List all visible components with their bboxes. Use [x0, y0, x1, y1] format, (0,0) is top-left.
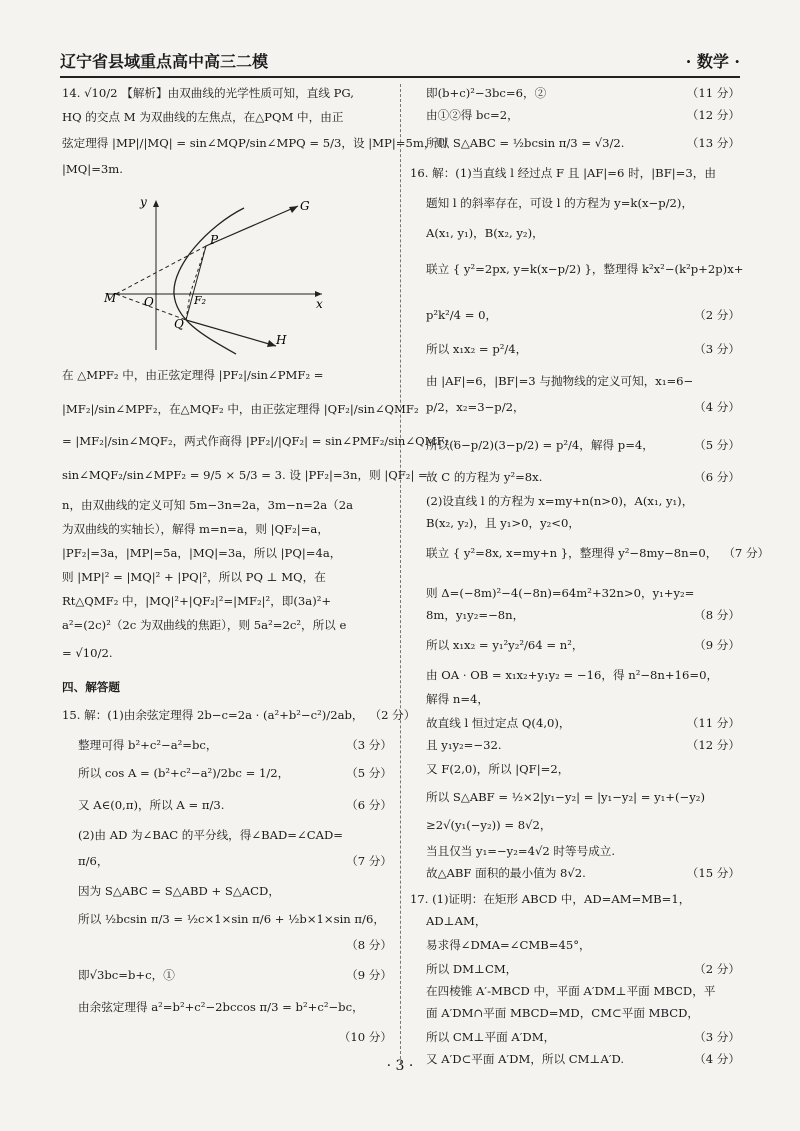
text-line: 所以 x₁x₂ = y₁²y₂²/64 = n²， （9 分） — [426, 638, 740, 652]
text-line: 在四棱锥 A′-MBCD 中，平面 A′DM⊥平面 MBCD，平 — [426, 984, 716, 998]
text-line: 故直线 l 恒过定点 Q(4,0)， （11 分） — [426, 716, 740, 730]
text-line: 由 OA · OB = x₁x₂+y₁y₂ = −16，得 n²−8n+16=0， — [426, 668, 719, 682]
text-line: 即(b+c)²−3bc=6，② （11 分） — [426, 86, 740, 100]
text-line: 由①②得 bc=2， （12 分） — [426, 108, 740, 122]
page-number: · 3 · — [386, 1058, 414, 1074]
text-line: 8m，y₁y₂=−8n， （8 分） — [426, 608, 740, 622]
text-line: 14. √10/2 【解析】由双曲线的光学性质可知，直线 PG, — [62, 86, 354, 100]
text-line: 解得 n=4， — [426, 692, 490, 706]
text-line: 面 A′DM∩平面 MBCD=MD，CM⊂平面 MBCD， — [426, 1006, 699, 1020]
text-line: HQ 的交点 M 为双曲线的左焦点，在△PQM 中，由正 — [62, 110, 344, 124]
text-line: （10 分） — [338, 1030, 392, 1044]
text-line: 又 A′D⊂平面 A′DM，所以 CM⊥A′D. （4 分） — [426, 1052, 740, 1066]
text-line: ≥2√(y₁(−y₂)) = 8√2， — [426, 818, 552, 832]
text-line: 又 F(2,0)，所以 |QF|=2， — [426, 762, 570, 776]
text-line: 即√3bc=b+c，① （9 分） — [78, 968, 392, 982]
text-line: 所以(6−p/2)(3−p/2) = p²/4，解得 p=4， （5 分） — [426, 438, 740, 452]
x-axis-label: x — [316, 297, 323, 311]
text-line: （8 分） — [346, 938, 392, 952]
hyperbola-figure — [98, 196, 328, 356]
text-line: B(x₂, y₂)，且 y₁>0，y₂<0， — [426, 516, 580, 530]
text-line: n，由双曲线的定义可知 5m−3n=2a，3m−n=2a（2a — [62, 498, 354, 512]
text-line: 所以 DM⊥CM， （2 分） — [426, 962, 740, 976]
text-line: 则 Δ=(−8m)²−4(−8n)=64m²+32n>0，y₁+y₂= — [426, 586, 695, 600]
point-f2-label: F₂ — [194, 294, 207, 307]
page-header — [60, 44, 740, 78]
text-line: p²k²/4 = 0， （2 分） — [426, 308, 740, 322]
column-divider — [400, 84, 401, 1064]
text-line: 16. 解：(1)当直线 l 经过点 F 且 |AF|=6 时，|BF|=3，由 — [410, 166, 716, 180]
origin-label: O — [144, 295, 154, 309]
text-line: sin∠MQF₂/sin∠MPF₂ = 9/5 × 5/3 = 3. 设 |PF₂|=3n，则 |QF₂| = — [62, 468, 428, 482]
text-line: 所以 cos A = (b²+c²−a²)/2bc = 1/2， （5 分） — [78, 766, 392, 780]
text-line: A(x₁, y₁)，B(x₂, y₂)， — [426, 226, 544, 240]
text-line: 联立 { y²=8x, x=my+n }，整理得 y²−8my−8n=0， （7 分） — [426, 546, 770, 560]
text-line: 则 |MP|² = |MQ|² + |PQ|²，所以 PQ ⊥ MQ，在 — [62, 570, 326, 584]
text-line: AD⊥AM， — [426, 914, 487, 928]
text-line: 易求得∠DMA=∠CMB=45°， — [426, 938, 591, 952]
text-line: 所以 S△ABC = ½bcsin π/3 = √3/2. （13 分） — [426, 136, 740, 150]
text-line: 为双曲线的实轴长），解得 m=n=a，则 |QF₂|=a， — [62, 522, 329, 536]
text-line: 联立 { y²=2px, y=k(x−p/2) }，整理得 k²x²−(k²p+2p)x+ — [426, 262, 744, 276]
text-line: a²=(2c)²（2c 为双曲线的焦距），则 5a²=2c²，所以 e — [62, 618, 347, 632]
text-line: |MF₂|/sin∠MPF₂，在△MQF₂ 中，由正弦定理得 |QF₂|/sin∠QMF₂ — [62, 402, 419, 416]
text-line: 题知 l 的斜率存在，可设 l 的方程为 y=k(x−p/2)， — [426, 196, 694, 210]
text-line: = |MF₂|/sin∠MQF₂，两式作商得 |PF₂|/|QF₂| = sin∠PMF₂/sin∠QMF₂ · — [62, 434, 457, 448]
point-q-label: Q — [174, 317, 184, 331]
text-line: 由余弦定理得 a²=b²+c²−2bccos π/3 = b²+c²−bc， — [78, 1000, 364, 1014]
text-line: 整理可得 b²+c²−a²=bc， （3 分） — [78, 738, 392, 752]
text-line: = √10/2. — [62, 646, 113, 660]
text-line: 所以 CM⊥平面 A′DM， （3 分） — [426, 1030, 740, 1044]
point-h-label: H — [276, 333, 287, 347]
text-line: 故 C 的方程为 y²=8x. （6 分） — [426, 470, 740, 484]
text-line: 弦定理得 |MP|/|MQ| = sin∠MQP/sin∠MPQ = 5/3，设 |MP|=5m，则 — [62, 136, 448, 150]
text-line: 因为 S△ABC = S△ABD + S△ACD， — [78, 884, 280, 898]
text-line: 故△ABF 面积的最小值为 8√2. （15 分） — [426, 866, 740, 880]
text-line: 在 △MPF₂ 中，由正弦定理得 |PF₂|/sin∠PMF₂ = — [62, 368, 324, 382]
text-line: 且 y₁y₂=−32. （12 分） — [426, 738, 740, 752]
subject-label: · 数学 · — [685, 52, 740, 71]
text-line: (2)由 AD 为∠BAC 的平分线，得∠BAD=∠CAD= — [78, 828, 343, 842]
text-line: 所以 ½bcsin π/3 = ½c×1×sin π/6 + ½b×1×sin π/6， — [78, 912, 385, 926]
text-line: 当且仅当 y₁=−y₂=4√2 时等号成立. — [426, 844, 616, 858]
text-line: Rt△QMF₂ 中，|MQ|²+|QF₂|²=|MF₂|²，即(3a)²+ — [62, 594, 332, 608]
point-m-label: M — [104, 291, 117, 305]
text-line: 又 A∈(0,π)，所以 A = π/3. （6 分） — [78, 798, 392, 812]
text-line: |MQ|=3m. — [62, 162, 123, 176]
point-g-label: G — [300, 199, 310, 213]
text-line: (2)设直线 l 的方程为 x=my+n(n>0)，A(x₁, y₁)， — [426, 494, 694, 508]
y-axis-label: y — [140, 195, 147, 209]
text-line: p/2，x₂=3−p/2， （4 分） — [426, 400, 740, 414]
section-heading: 四、解答题 — [62, 680, 120, 694]
text-line: |PF₂|=3a，|MP|=5a，|MQ|=3a，所以 |PQ|=4a， — [62, 546, 342, 560]
text-line: 所以 S△ABF = ½×2|y₁−y₂| = |y₁−y₂| = y₁+(−y₂) — [426, 790, 705, 804]
text-line: 17. (1)证明：在矩形 ABCD 中，AD=AM=MB=1， — [410, 892, 691, 906]
text-line: 15. 解：(1)由余弦定理得 2b−c=2a · (a²+b²−c²)/2ab， （2 分） — [62, 708, 416, 722]
point-p-label: P — [210, 233, 219, 247]
text-line: 所以 x₁x₂ = p²/4， （3 分） — [426, 342, 740, 356]
text-line: π/6， （7 分） — [78, 854, 392, 868]
text-line: 由 |AF|=6，|BF|=3 与抛物线的定义可知，x₁=6− — [426, 374, 694, 388]
exam-title: 辽宁省县域重点高中高三二模 — [60, 52, 269, 71]
